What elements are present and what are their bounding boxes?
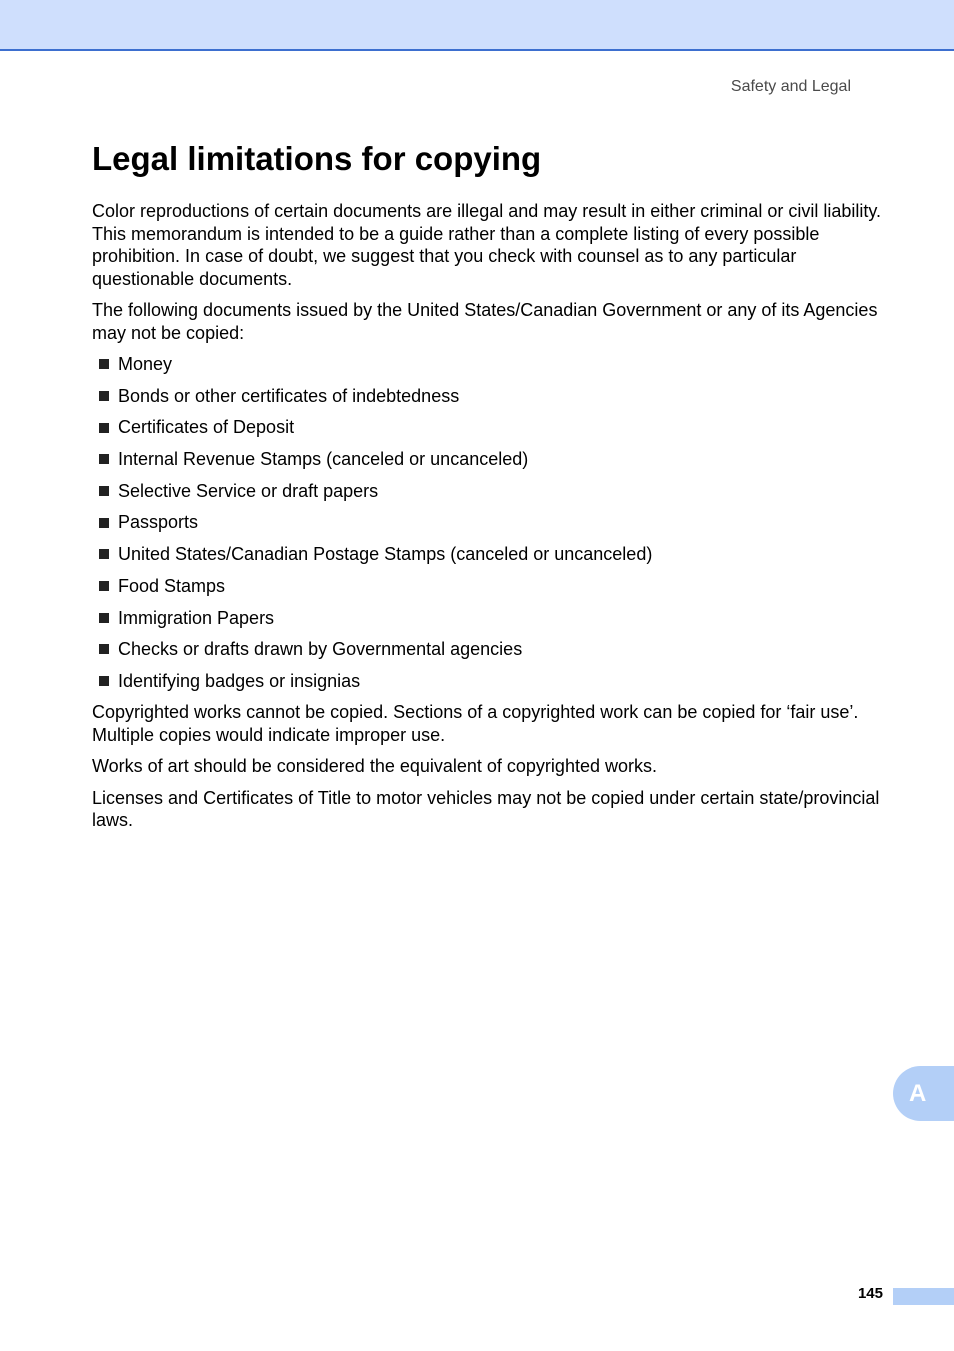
list-item-text: Selective Service or draft papers <box>118 480 379 501</box>
intro-paragraph: Color reproductions of certain documents are illegal and may result in either criminal or civil liability. This memorandum is intended to be a guide rather than a complete listing of every possible prohibition. In case of doubt, we suggest that you check with counsel as to any particular questionable documents. <box>92 201 882 289</box>
page-title: Legal limitations for copying <box>92 140 542 177</box>
top-header-band <box>0 0 954 51</box>
square-bullet-icon <box>99 454 109 464</box>
list-item <box>99 448 892 471</box>
list-item-text: Bonds or other certificates of indebtedness <box>118 385 460 406</box>
list-item-text: Internal Revenue Stamps (canceled or uncanceled) <box>118 449 529 470</box>
list-item <box>99 607 892 630</box>
list-item-text: United States/Canadian Postage Stamps (canceled or uncanceled) <box>118 544 653 565</box>
list-item <box>99 353 892 376</box>
prohibited-documents-list <box>92 353 892 692</box>
works-of-art-paragraph: Works of art should be considered the equivalent of copyrighted works. <box>92 756 657 777</box>
square-bullet-icon <box>99 486 109 496</box>
square-bullet-icon <box>99 613 109 623</box>
list-item-text: Immigration Papers <box>118 607 275 628</box>
list-item <box>99 670 892 693</box>
list-item-text: Certificates of Deposit <box>118 417 295 438</box>
square-bullet-icon <box>99 549 109 559</box>
page-number: 145 <box>857 1285 883 1302</box>
appendix-tab-label: A <box>909 1079 927 1107</box>
body-content <box>92 200 892 841</box>
square-bullet-icon <box>99 581 109 591</box>
appendix-tab <box>893 1066 954 1121</box>
list-item-text: Passports <box>118 512 199 533</box>
list-item <box>99 416 892 439</box>
square-bullet-icon <box>99 644 109 654</box>
licenses-paragraph: Licenses and Certificates of Title to motor vehicles may not be copied under certain state/provincial laws. <box>92 787 880 831</box>
copyright-paragraph: Copyrighted works cannot be copied. Sections of a copyrighted work can be copied for ‘fair use’. Multiple copies would indicate improper use. <box>92 702 859 745</box>
list-item <box>99 543 892 566</box>
list-item <box>99 575 892 598</box>
square-bullet-icon <box>99 391 109 401</box>
list-item <box>99 511 892 534</box>
government-documents-paragraph: The following documents issued by the United States/Canadian Government or any of its Agencies may not be copied: <box>92 300 878 343</box>
list-item-text: Food Stamps <box>118 575 226 596</box>
list-item <box>99 638 892 661</box>
square-bullet-icon <box>99 423 109 433</box>
square-bullet-icon <box>99 359 109 369</box>
running-header: Safety and Legal <box>730 78 851 95</box>
list-item <box>99 385 892 408</box>
list-item-text: Money <box>118 354 173 374</box>
list-item-text: Identifying badges or insignias <box>118 670 361 691</box>
footer-bar <box>893 1288 954 1305</box>
list-item <box>99 480 892 503</box>
square-bullet-icon <box>99 518 109 528</box>
list-item-text: Checks or drafts drawn by Governmental agencies <box>118 639 523 660</box>
square-bullet-icon <box>99 676 109 686</box>
